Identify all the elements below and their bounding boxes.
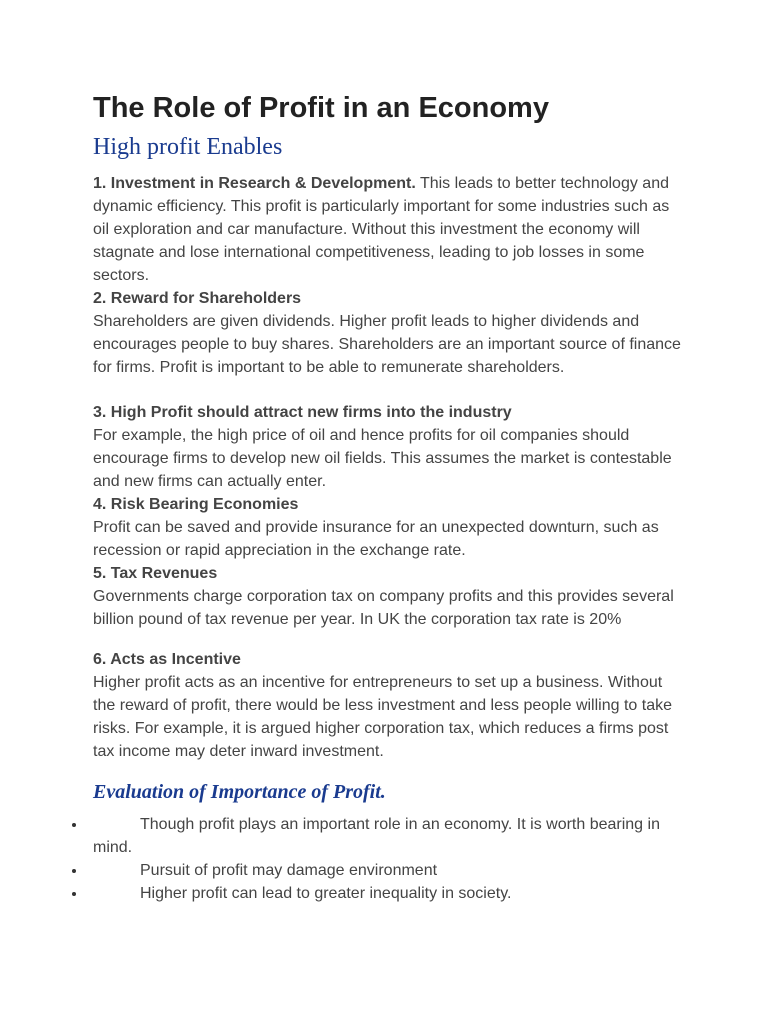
spacer xyxy=(93,379,683,401)
evaluation-heading: Evaluation of Importance of Profit. xyxy=(93,781,386,803)
list-item-text: Though profit plays an important role in an economy. It is worth bearing in mind. xyxy=(93,816,660,856)
evaluation-list xyxy=(93,813,683,905)
section-1-text: This leads to better technology and dynamic efficiency. This profit is particularly important for some industries such as oil exploration and car manufacture. Without this investment the economy will stagnate and lose international competitiveness, leading to job losses in some sectors. xyxy=(93,175,670,284)
section-5-text: Governments charge corporation tax on company profits and this provides several billion pound of tax revenue per year. In UK the corporation tax rate is 20% xyxy=(93,588,674,628)
list-item xyxy=(93,859,683,882)
section-subtitle: High profit Enables xyxy=(93,134,283,160)
section-3-heading: 3. High Profit should attract new firms into the industry xyxy=(93,404,512,421)
bullet-icon xyxy=(72,823,76,827)
section-1 xyxy=(93,172,683,287)
section-6-text: Higher profit acts as an incentive for entrepreneurs to set up a business. Without the reward of profit, there would be less investment and less people willing to take risks. For example, it is argued higher corporation tax, which reduces a firms post tax income may deter inward investment. xyxy=(93,674,672,760)
section-2-heading: 2. Reward for Shareholders xyxy=(93,290,302,307)
section-2-text: Shareholders are given dividends. Higher profit leads to higher dividends and encourages people to buy shares. Shareholders are an important source of finance for firms. Profit is important to be able to remunerate shareholders. xyxy=(93,313,681,376)
list-item xyxy=(93,882,683,905)
section-1-heading: 1. Investment in Research & Development. xyxy=(93,175,416,192)
section-6-heading: 6. Acts as Incentive xyxy=(93,651,241,668)
spacer xyxy=(93,631,683,648)
list-item xyxy=(93,813,683,859)
list-item-text: Pursuit of profit may damage environment xyxy=(140,862,438,879)
document-page xyxy=(93,88,683,905)
section-5-heading: 5. Tax Revenues xyxy=(93,565,218,582)
section-3-text: For example, the high price of oil and hence profits for oil companies should encourage firms to develop new oil fields. This assumes the market is contestable and new firms can actually enter. xyxy=(93,427,672,490)
section-4-heading: 4. Risk Bearing Economies xyxy=(93,496,299,513)
bullet-icon xyxy=(72,892,76,896)
page-title: The Role of Profit in an Economy xyxy=(93,92,549,124)
bullet-icon xyxy=(72,869,76,873)
list-item-text: Higher profit can lead to greater inequality in society. xyxy=(140,885,512,902)
section-4-text: Profit can be saved and provide insurance for an unexpected downturn, such as recession or rapid appreciation in the exchange rate. xyxy=(93,519,659,559)
